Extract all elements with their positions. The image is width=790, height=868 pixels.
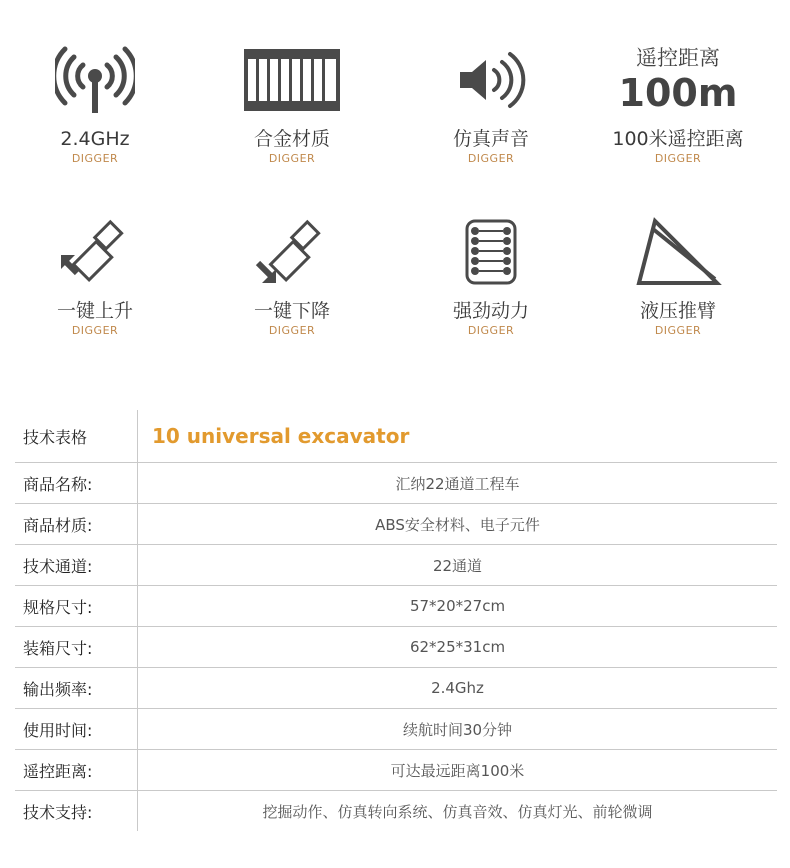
spec-row <box>15 709 777 750</box>
arm-up-icon <box>0 212 190 292</box>
feature-lift-up <box>0 212 190 337</box>
spec-key: 商品材质: <box>15 504 138 544</box>
signal-antenna-icon <box>0 40 190 120</box>
feature-label: 合金材质 <box>253 128 330 150</box>
spec-value: 汇纳22通道工程车 <box>395 474 520 493</box>
feature-alloy <box>197 40 387 165</box>
spec-key: 技术支持: <box>15 791 138 831</box>
spec-key: 遥控距离: <box>15 750 138 790</box>
spec-key: 输出频率: <box>15 668 138 708</box>
hydraulic-arm-icon <box>583 212 773 292</box>
feature-label: 100米遥控距离 <box>612 128 744 150</box>
remote-distance-title: 遥控距离 <box>636 46 720 70</box>
spec-key: 使用时间: <box>15 709 138 749</box>
remote-distance-value: 100m <box>618 71 738 115</box>
feature-label: 仿真声音 <box>452 128 529 150</box>
spec-value: 2.4Ghz <box>431 679 484 697</box>
spec-value: 挖掘动作、仿真转向系统、仿真音效、仿真灯光、前轮微调 <box>262 802 653 821</box>
feature-sub: DIGGER <box>71 152 119 165</box>
track-icon <box>396 212 586 292</box>
feature-label: 一键上升 <box>56 300 133 322</box>
spec-value: 62*25*31cm <box>409 638 506 656</box>
feature-2-4ghz <box>0 40 190 165</box>
spec-key: 规格尺寸: <box>15 586 138 626</box>
spec-row <box>15 627 777 668</box>
spec-row <box>15 586 777 627</box>
spec-row <box>15 463 777 504</box>
feature-sub: DIGGER <box>268 324 316 337</box>
feature-lift-down <box>197 212 387 337</box>
feature-sub: DIGGER <box>71 324 119 337</box>
feature-sound <box>396 40 586 165</box>
remote-distance-badge <box>583 40 773 120</box>
spec-row <box>15 791 777 831</box>
spec-value: 续航时间30分钟 <box>402 720 513 739</box>
feature-sub: DIGGER <box>654 324 702 337</box>
spec-row <box>15 545 777 586</box>
spec-key: 技术通道: <box>15 545 138 585</box>
spec-title-value: 10 universal excavator <box>152 424 410 448</box>
feature-remote-distance <box>583 40 773 165</box>
feature-label: 强劲动力 <box>452 300 529 322</box>
spec-table <box>15 410 777 831</box>
feature-label: 液压推臂 <box>639 300 716 322</box>
spec-value: 可达最远距离100米 <box>390 761 525 780</box>
feature-label: 2.4GHz <box>60 128 130 150</box>
feature-sub: DIGGER <box>654 152 702 165</box>
spec-title-row <box>15 410 777 463</box>
feature-sub: DIGGER <box>467 324 515 337</box>
spec-title-key: 技术表格 <box>15 410 138 462</box>
spec-key: 装箱尺寸: <box>15 627 138 667</box>
feature-sub: DIGGER <box>467 152 515 165</box>
feature-hydraulic <box>583 212 773 337</box>
arm-down-icon <box>197 212 387 292</box>
spec-row <box>15 668 777 709</box>
feature-power <box>396 212 586 337</box>
spec-value: 57*20*27cm <box>409 597 506 615</box>
feature-sub: DIGGER <box>268 152 316 165</box>
spec-value: 22通道 <box>432 556 483 575</box>
speaker-icon <box>396 40 586 120</box>
spec-value: ABS安全材料、电子元件 <box>375 515 540 534</box>
spec-key: 商品名称: <box>15 463 138 503</box>
feature-label: 一键下降 <box>253 300 330 322</box>
alloy-frame-icon <box>197 40 387 120</box>
spec-row <box>15 504 777 545</box>
spec-row <box>15 750 777 791</box>
